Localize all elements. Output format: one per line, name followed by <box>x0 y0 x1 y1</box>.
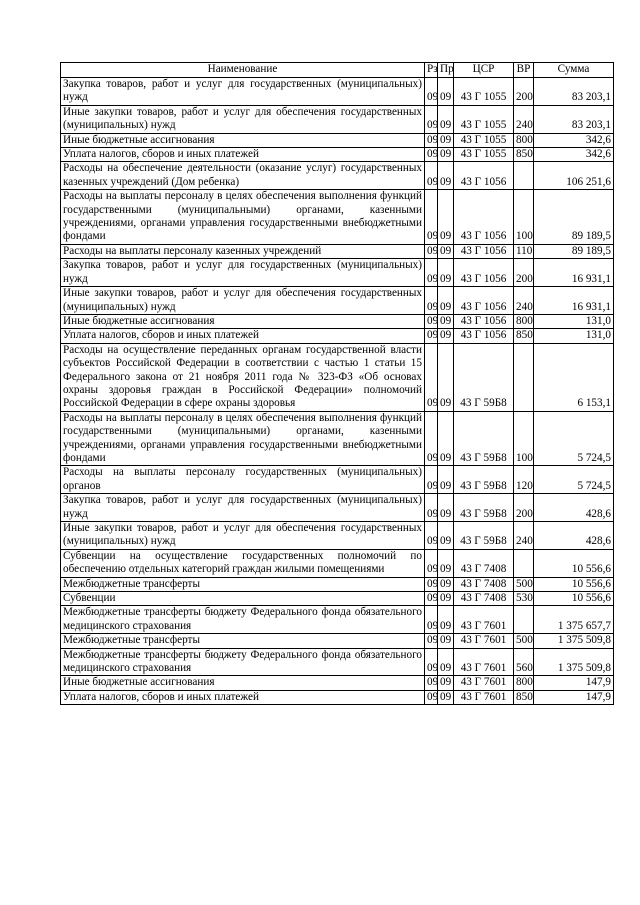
row-pr: 09 <box>438 606 454 634</box>
row-name: Иные закупки товаров, работ и услуг для обеспечения государственных (муниципальных) нужд <box>61 522 425 550</box>
row-rz: 09 <box>425 78 438 106</box>
row-vr: 200 <box>514 259 534 287</box>
row-csr: 43 Г 1056 <box>454 162 514 190</box>
table-row <box>61 466 614 494</box>
row-name: Закупка товаров, работ и услуг для государственных (муниципальных) нужд <box>61 78 425 106</box>
table-row <box>61 690 614 704</box>
row-sum: 89 189,5 <box>534 190 614 245</box>
table-row <box>61 592 614 606</box>
row-name: Закупка товаров, работ и услуг для государственных (муниципальных) нужд <box>61 259 425 287</box>
row-pr: 09 <box>438 466 454 494</box>
row-csr: 43 Г 1056 <box>454 329 514 343</box>
table-body <box>61 78 614 705</box>
table-row <box>61 133 614 147</box>
row-name: Межбюджетные трансферты бюджету Федерального фонда обязательного медицинского страхования <box>61 606 425 634</box>
row-csr: 43 Г 7601 <box>454 676 514 690</box>
row-csr: 43 Г 59Б8 <box>454 522 514 550</box>
row-name: Уплата налогов, сборов и иных платежей <box>61 148 425 162</box>
row-vr: 200 <box>514 78 534 106</box>
row-name: Субвенции <box>61 592 425 606</box>
table-row <box>61 676 614 690</box>
row-rz: 09 <box>425 190 438 245</box>
table-row <box>61 244 614 258</box>
row-csr: 43 Г 7408 <box>454 577 514 591</box>
row-pr: 09 <box>438 244 454 258</box>
row-rz: 09 <box>425 287 438 315</box>
row-name: Межбюджетные трансферты бюджету Федерального фонда обязательного медицинского страхования <box>61 648 425 676</box>
row-vr: 800 <box>514 133 534 147</box>
row-sum: 131,0 <box>534 329 614 343</box>
row-csr: 43 Г 1056 <box>454 244 514 258</box>
row-sum: 1 375 509,8 <box>534 648 614 676</box>
table-row <box>61 522 614 550</box>
table-row <box>61 162 614 190</box>
row-pr: 09 <box>438 634 454 648</box>
row-sum: 6 153,1 <box>534 343 614 411</box>
row-sum: 342,6 <box>534 133 614 147</box>
row-csr: 43 Г 1056 <box>454 287 514 315</box>
table-row <box>61 549 614 577</box>
row-vr <box>514 549 534 577</box>
row-vr: 240 <box>514 287 534 315</box>
row-pr: 09 <box>438 690 454 704</box>
row-name: Субвенции на осуществление государственных полномочий по обеспечению отдельных категорий граждан жилыми помещениями <box>61 549 425 577</box>
row-sum: 89 189,5 <box>534 244 614 258</box>
row-csr: 43 Г 1055 <box>454 78 514 106</box>
row-rz: 09 <box>425 522 438 550</box>
row-name: Иные закупки товаров, работ и услуг для обеспечения государственных (муниципальных) нужд <box>61 105 425 133</box>
header-pr: Пр <box>438 63 454 78</box>
row-name: Иные бюджетные ассигнования <box>61 314 425 328</box>
row-rz: 09 <box>425 314 438 328</box>
row-sum: 428,6 <box>534 494 614 522</box>
table-row <box>61 494 614 522</box>
table-row <box>61 259 614 287</box>
table-row <box>61 648 614 676</box>
row-rz: 09 <box>425 466 438 494</box>
row-name: Расходы на выплаты персоналу в целях обеспечения выполнения функций государственными (муниципальными) органами, казенными учреждениями, органами управления государственными внебюджетными фондами <box>61 411 425 466</box>
header-sum: Сумма <box>534 63 614 78</box>
row-rz: 09 <box>425 411 438 466</box>
table-row <box>61 287 614 315</box>
row-sum: 16 931,1 <box>534 287 614 315</box>
row-csr: 43 Г 59Б8 <box>454 494 514 522</box>
row-vr <box>514 162 534 190</box>
row-name: Уплата налогов, сборов и иных платежей <box>61 329 425 343</box>
row-name: Расходы на выплаты персоналу в целях обеспечения выполнения функций государственными (муниципальными) органами, казенными учреждениями, органами управления государственными внебюджетными фондами <box>61 190 425 245</box>
row-name: Межбюджетные трансферты <box>61 577 425 591</box>
row-sum: 147,9 <box>534 676 614 690</box>
row-pr: 09 <box>438 676 454 690</box>
row-csr: 43 Г 1055 <box>454 148 514 162</box>
row-rz: 09 <box>425 648 438 676</box>
header-name: Наименование <box>61 63 425 78</box>
row-sum: 1 375 509,8 <box>534 634 614 648</box>
row-vr: 100 <box>514 411 534 466</box>
row-csr: 43 Г 1056 <box>454 259 514 287</box>
table-row <box>61 411 614 466</box>
row-sum: 10 556,6 <box>534 592 614 606</box>
row-rz: 09 <box>425 690 438 704</box>
row-vr: 800 <box>514 314 534 328</box>
row-rz: 09 <box>425 259 438 287</box>
row-sum: 1 375 657,7 <box>534 606 614 634</box>
row-name: Расходы на выплаты персоналу казенных учреждений <box>61 244 425 258</box>
row-sum: 5 724,5 <box>534 411 614 466</box>
header-vr: ВР <box>514 63 534 78</box>
table-row <box>61 105 614 133</box>
table-row <box>61 343 614 411</box>
table-row <box>61 148 614 162</box>
row-sum: 83 203,1 <box>534 78 614 106</box>
row-pr: 09 <box>438 522 454 550</box>
row-vr: 850 <box>514 148 534 162</box>
row-vr: 200 <box>514 494 534 522</box>
row-sum: 147,9 <box>534 690 614 704</box>
row-name: Закупка товаров, работ и услуг для государственных (муниципальных) нужд <box>61 494 425 522</box>
row-name: Иные бюджетные ассигнования <box>61 133 425 147</box>
row-csr: 43 Г 59Б8 <box>454 466 514 494</box>
row-sum: 342,6 <box>534 148 614 162</box>
row-name: Иные бюджетные ассигнования <box>61 676 425 690</box>
row-vr: 530 <box>514 592 534 606</box>
row-pr: 09 <box>438 259 454 287</box>
row-csr: 43 Г 1056 <box>454 190 514 245</box>
row-sum: 10 556,6 <box>534 577 614 591</box>
row-name: Уплата налогов, сборов и иных платежей <box>61 690 425 704</box>
table-row <box>61 606 614 634</box>
row-vr: 800 <box>514 676 534 690</box>
header-row <box>61 63 614 78</box>
row-csr: 43 Г 7601 <box>454 606 514 634</box>
row-rz: 09 <box>425 494 438 522</box>
row-sum: 131,0 <box>534 314 614 328</box>
row-rz: 09 <box>425 329 438 343</box>
row-vr: 500 <box>514 577 534 591</box>
row-csr: 43 Г 1056 <box>454 314 514 328</box>
row-rz: 09 <box>425 343 438 411</box>
row-rz: 09 <box>425 676 438 690</box>
row-pr: 09 <box>438 592 454 606</box>
table-row <box>61 78 614 106</box>
row-rz: 09 <box>425 244 438 258</box>
row-vr: 850 <box>514 690 534 704</box>
header-csr: ЦСР <box>454 63 514 78</box>
row-csr: 43 Г 7601 <box>454 690 514 704</box>
row-rz: 09 <box>425 549 438 577</box>
row-csr: 43 Г 7601 <box>454 648 514 676</box>
row-pr: 09 <box>438 78 454 106</box>
row-vr: 110 <box>514 244 534 258</box>
row-name: Расходы на выплаты персоналу государственных (муниципальных) органов <box>61 466 425 494</box>
row-pr: 09 <box>438 549 454 577</box>
row-sum: 83 203,1 <box>534 105 614 133</box>
table-row <box>61 190 614 245</box>
row-csr: 43 Г 59Б8 <box>454 343 514 411</box>
row-name: Расходы на обеспечение деятельности (оказание услуг) государственных казенных учреждений (Дом ребенка) <box>61 162 425 190</box>
row-pr: 09 <box>438 105 454 133</box>
row-csr: 43 Г 59Б8 <box>454 411 514 466</box>
header-rz: Рз <box>425 63 438 78</box>
row-vr: 240 <box>514 105 534 133</box>
row-pr: 09 <box>438 287 454 315</box>
row-name: Расходы на осуществление переданных органам государственной власти субъектов Российской Федерации в соответствии с частью 1 статьи 15 Федерального закона от 21 ноября 2011 года № 323-ФЗ «Об основах охраны здоровья граждан в Российской Федерации» полномочий Российской Федерации в сфере охраны здоровья <box>61 343 425 411</box>
row-sum: 428,6 <box>534 522 614 550</box>
row-pr: 09 <box>438 343 454 411</box>
row-name: Межбюджетные трансферты <box>61 634 425 648</box>
row-vr: 120 <box>514 466 534 494</box>
table-row <box>61 634 614 648</box>
row-sum: 16 931,1 <box>534 259 614 287</box>
row-rz: 09 <box>425 162 438 190</box>
row-rz: 09 <box>425 577 438 591</box>
row-rz: 09 <box>425 606 438 634</box>
row-name: Иные закупки товаров, работ и услуг для обеспечения государственных (муниципальных) нужд <box>61 287 425 315</box>
row-pr: 09 <box>438 577 454 591</box>
row-sum: 5 724,5 <box>534 466 614 494</box>
row-vr: 850 <box>514 329 534 343</box>
row-pr: 09 <box>438 148 454 162</box>
row-pr: 09 <box>438 314 454 328</box>
row-pr: 09 <box>438 329 454 343</box>
table-row <box>61 329 614 343</box>
row-pr: 09 <box>438 133 454 147</box>
row-vr: 560 <box>514 648 534 676</box>
table-row <box>61 577 614 591</box>
row-vr <box>514 343 534 411</box>
row-csr: 43 Г 1055 <box>454 133 514 147</box>
row-rz: 09 <box>425 634 438 648</box>
row-pr: 09 <box>438 494 454 522</box>
row-rz: 09 <box>425 105 438 133</box>
row-pr: 09 <box>438 190 454 245</box>
budget-table <box>60 62 614 705</box>
row-pr: 09 <box>438 162 454 190</box>
row-pr: 09 <box>438 648 454 676</box>
row-vr: 500 <box>514 634 534 648</box>
row-csr: 43 Г 1055 <box>454 105 514 133</box>
row-rz: 09 <box>425 148 438 162</box>
row-sum: 10 556,6 <box>534 549 614 577</box>
row-csr: 43 Г 7601 <box>454 634 514 648</box>
row-vr: 240 <box>514 522 534 550</box>
row-sum: 106 251,6 <box>534 162 614 190</box>
table-row <box>61 314 614 328</box>
row-vr <box>514 606 534 634</box>
row-rz: 09 <box>425 133 438 147</box>
row-rz: 09 <box>425 592 438 606</box>
row-csr: 43 Г 7408 <box>454 592 514 606</box>
row-csr: 43 Г 7408 <box>454 549 514 577</box>
row-vr: 100 <box>514 190 534 245</box>
row-pr: 09 <box>438 411 454 466</box>
